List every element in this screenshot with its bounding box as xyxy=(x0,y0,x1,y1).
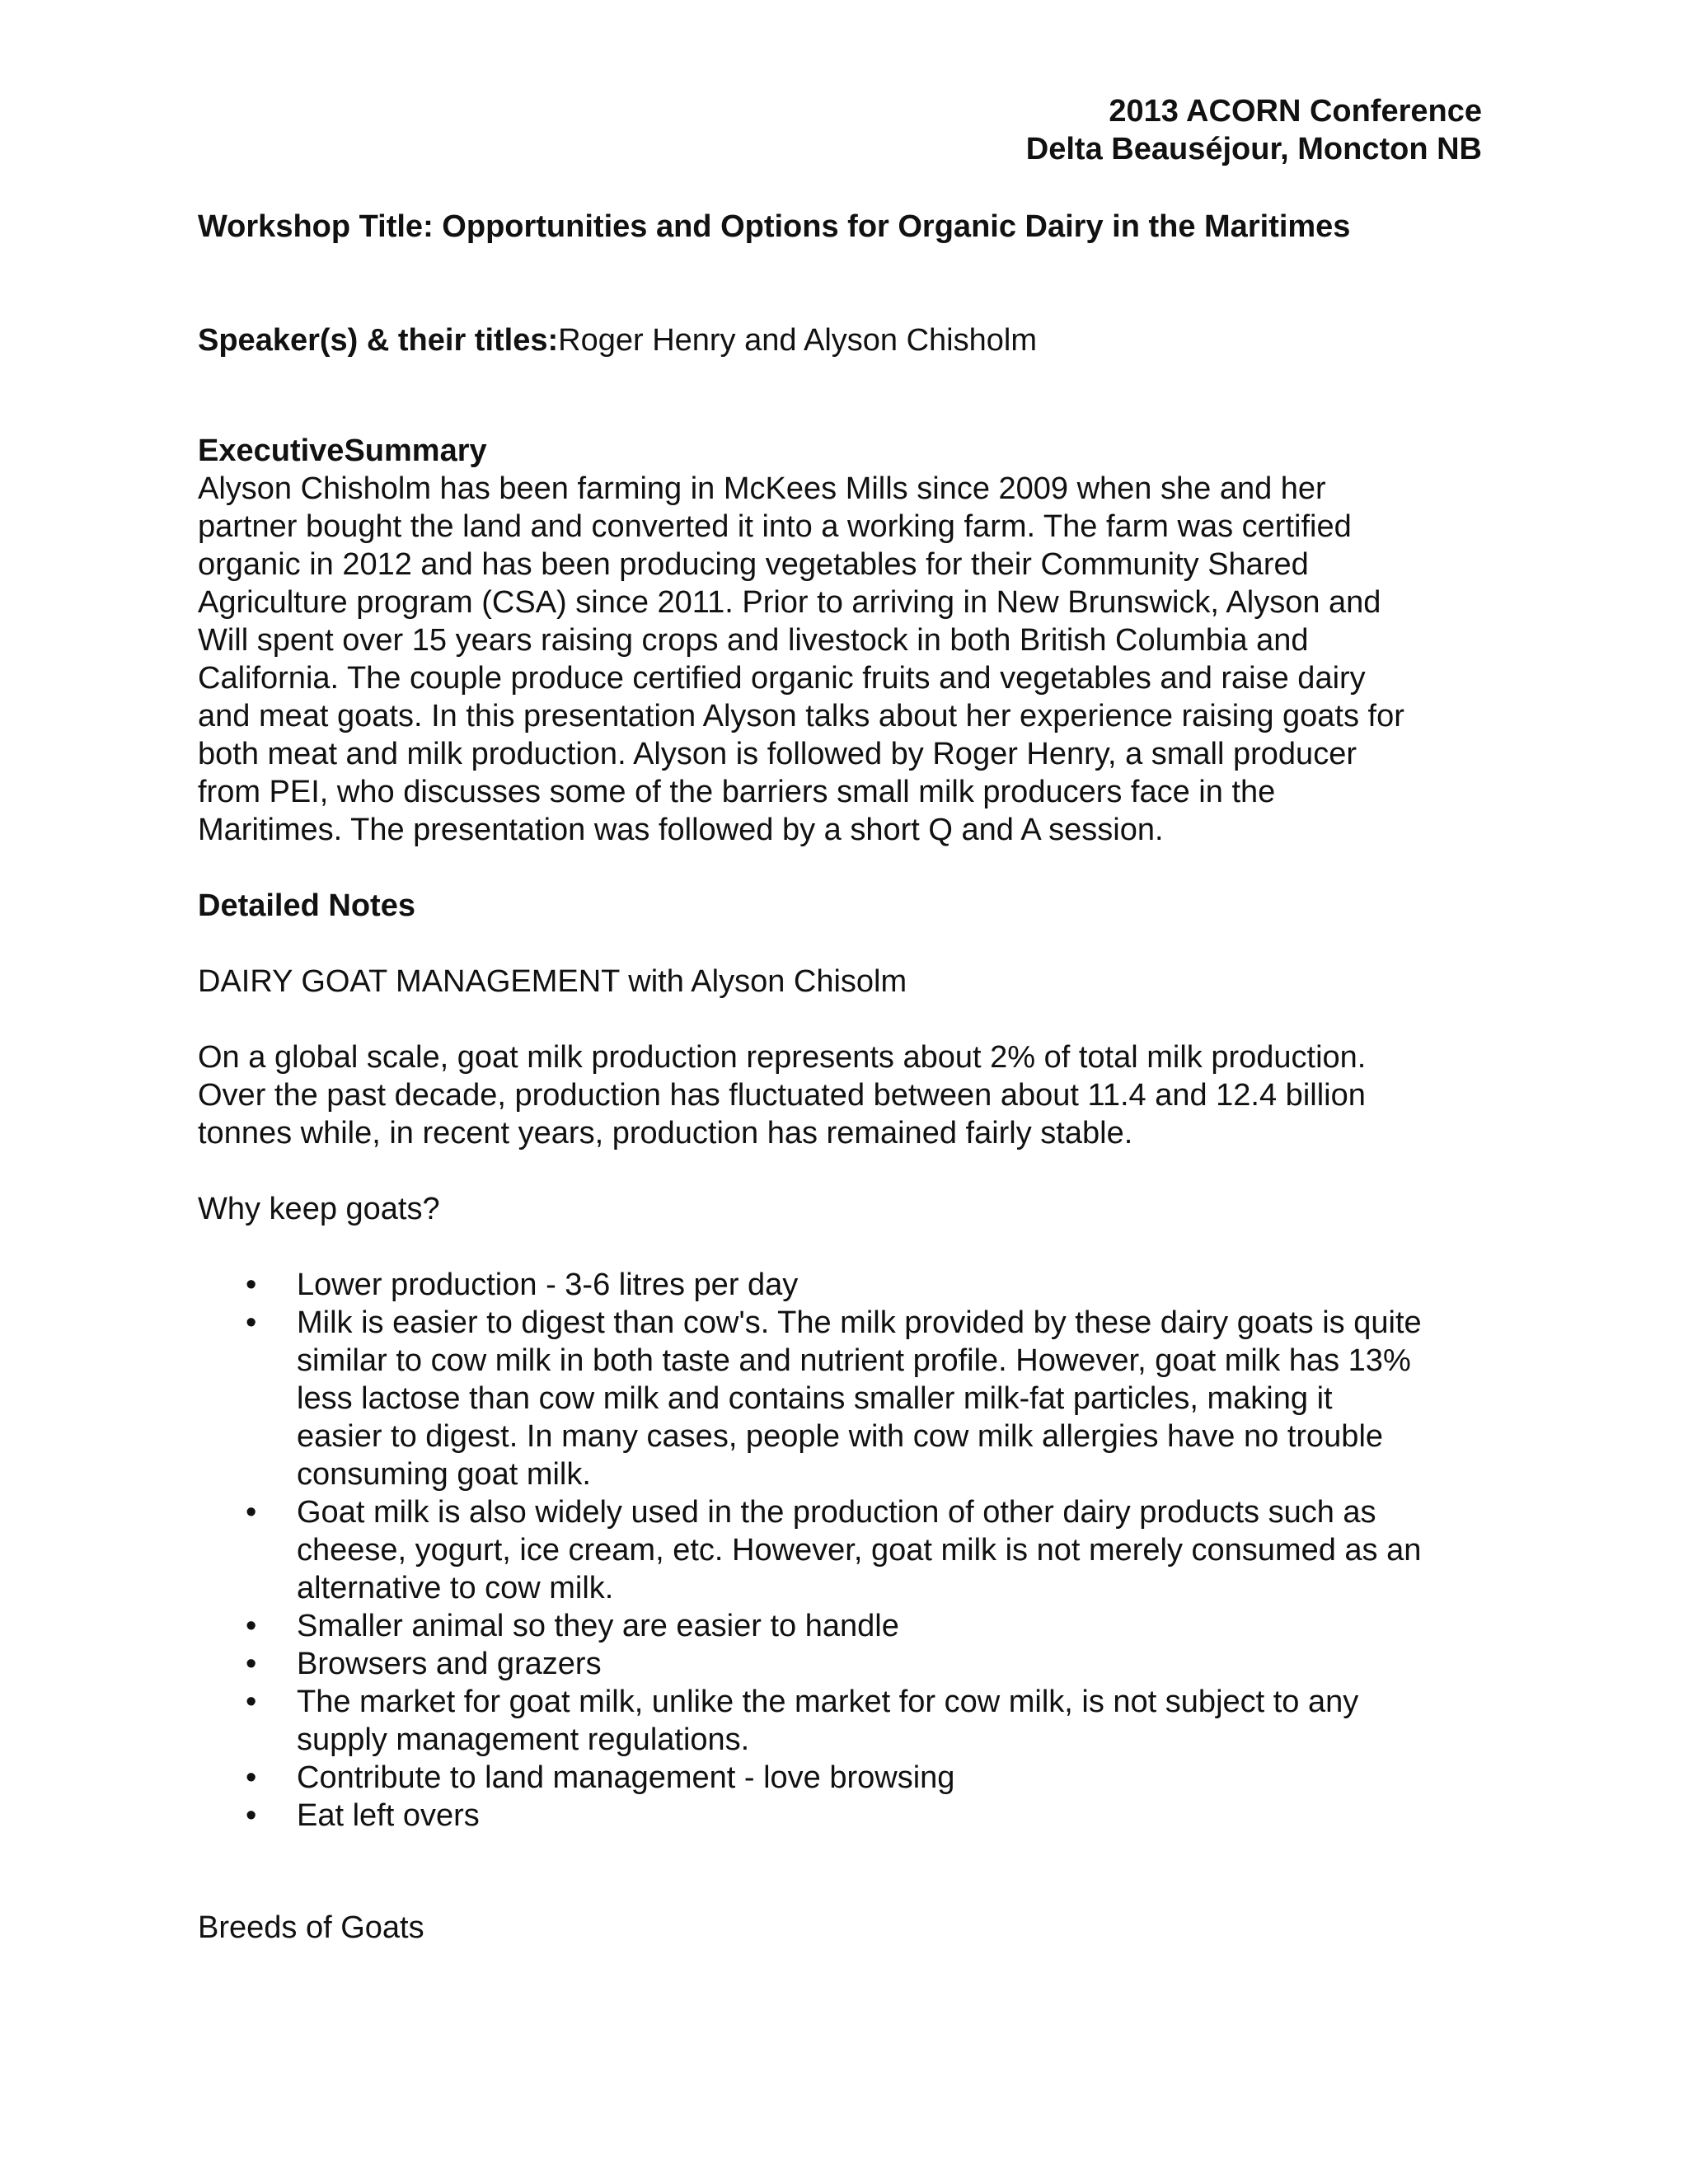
executive-summary-line: and meat goats. In this presentation Alyson talks about her experience raising goats for xyxy=(198,699,1404,733)
list-item-line: Goat milk is also widely used in the production of other dairy products such as xyxy=(297,1495,1376,1530)
bullet-icon: • xyxy=(246,1268,257,1302)
section-title: DAIRY GOAT MANAGEMENT with Alyson Chisolm xyxy=(198,964,907,999)
list-item xyxy=(198,1266,1422,1304)
executive-summary-heading: ExecutiveSummary xyxy=(198,434,487,468)
workshop-label: Workshop Title: xyxy=(198,209,434,244)
executive-summary-line: Maritimes. The presentation was followed by a short Q and A session. xyxy=(198,813,1164,847)
list-item-line: less lactose than cow milk and contains smaller milk-fat particles, making it xyxy=(297,1381,1333,1416)
list-item xyxy=(198,1683,1422,1759)
executive-summary-line: partner bought the land and converted it into a working farm. The farm was certified xyxy=(198,509,1352,544)
speakers-label: Speaker(s) & their titles: xyxy=(198,323,559,358)
executive-summary-line: both meat and milk production. Alyson is followed by Roger Henry, a small producer xyxy=(198,737,1357,771)
bullet-icon: • xyxy=(246,1305,257,1340)
workshop-title: Opportunities and Options for Organic Dairy in the Maritimes xyxy=(442,209,1351,244)
list-item-line: Contribute to land management - love browsing xyxy=(297,1760,955,1795)
executive-summary-line: organic in 2012 and has been producing vegetables for their Community Shared xyxy=(198,547,1309,582)
list-item xyxy=(198,1304,1422,1493)
paragraph-line: On a global scale, goat milk production represents about 2% of total milk production. xyxy=(198,1040,1367,1075)
bullet-icon: • xyxy=(246,1760,257,1795)
list-item-line: Lower production - 3-6 litres per day xyxy=(297,1268,799,1302)
bullet-icon: • xyxy=(246,1798,257,1833)
executive-summary-body xyxy=(198,470,1404,849)
why-keep-goats-heading: Why keep goats? xyxy=(198,1192,440,1226)
list-item-line: Browsers and grazers xyxy=(297,1647,602,1681)
list-item-line: Eat left overs xyxy=(297,1798,480,1833)
list-item-line: similar to cow milk in both taste and nutrient profile. However, goat milk has 13% xyxy=(297,1343,1411,1378)
bullet-icon: • xyxy=(246,1647,257,1681)
list-item xyxy=(198,1759,1422,1797)
list-item-line: cheese, yogurt, ice cream, etc. However, goat milk is not merely consumed as an xyxy=(297,1533,1422,1568)
executive-summary-line: Alyson Chisholm has been farming in McKees Mills since 2009 when she and her xyxy=(198,471,1326,506)
paragraph-line: Over the past decade, production has fluctuated between about 11.4 and 12.4 billion xyxy=(198,1078,1366,1113)
global-production-paragraph xyxy=(198,1038,1366,1152)
list-item xyxy=(198,1797,1422,1835)
workshop-title-line xyxy=(198,208,1350,246)
list-item-line: alternative to cow milk. xyxy=(297,1571,614,1605)
conference-header xyxy=(1026,92,1482,168)
list-item-line: easier to digest. In many cases, people with cow milk allergies have no trouble xyxy=(297,1419,1384,1454)
conference-venue: Delta Beauséjour, Moncton NB xyxy=(1025,132,1482,166)
paragraph-line: tonnes while, in recent years, production has remained fairly stable. xyxy=(198,1116,1133,1151)
executive-summary-line: from PEI, who discusses some of the barriers small milk producers face in the xyxy=(198,775,1276,809)
list-item xyxy=(198,1493,1422,1607)
list-item-line: supply management regulations. xyxy=(297,1722,750,1757)
list-item-line: consuming goat milk. xyxy=(297,1457,591,1492)
bullet-icon: • xyxy=(246,1685,257,1719)
executive-summary-line: Agriculture program (CSA) since 2011. Prior to arriving in New Brunswick, Alyson and xyxy=(198,585,1381,620)
list-item xyxy=(198,1607,1422,1645)
bullet-icon: • xyxy=(246,1609,257,1643)
executive-summary-line: Will spent over 15 years raising crops and livestock in both British Columbia and xyxy=(198,623,1309,658)
speakers-names: Roger Henry and Alyson Chisholm xyxy=(558,323,1037,358)
executive-summary-line: California. The couple produce certified organic fruits and vegetables and raise dairy xyxy=(198,661,1366,696)
breeds-of-goats-heading: Breeds of Goats xyxy=(198,1910,424,1945)
list-item xyxy=(198,1645,1422,1683)
list-item-line: The market for goat milk, unlike the market for cow milk, is not subject to any xyxy=(297,1685,1359,1719)
reasons-list xyxy=(198,1266,1422,1835)
list-item-line: Smaller animal so they are easier to handle xyxy=(297,1609,899,1643)
detailed-notes-heading: Detailed Notes xyxy=(198,888,415,923)
bullet-icon: • xyxy=(246,1495,257,1530)
conference-name: 2013 ACORN Conference xyxy=(1109,94,1482,129)
speakers-line xyxy=(198,321,1037,359)
list-item-line: Milk is easier to digest than cow's. The milk provided by these dairy goats is quite xyxy=(297,1305,1422,1340)
